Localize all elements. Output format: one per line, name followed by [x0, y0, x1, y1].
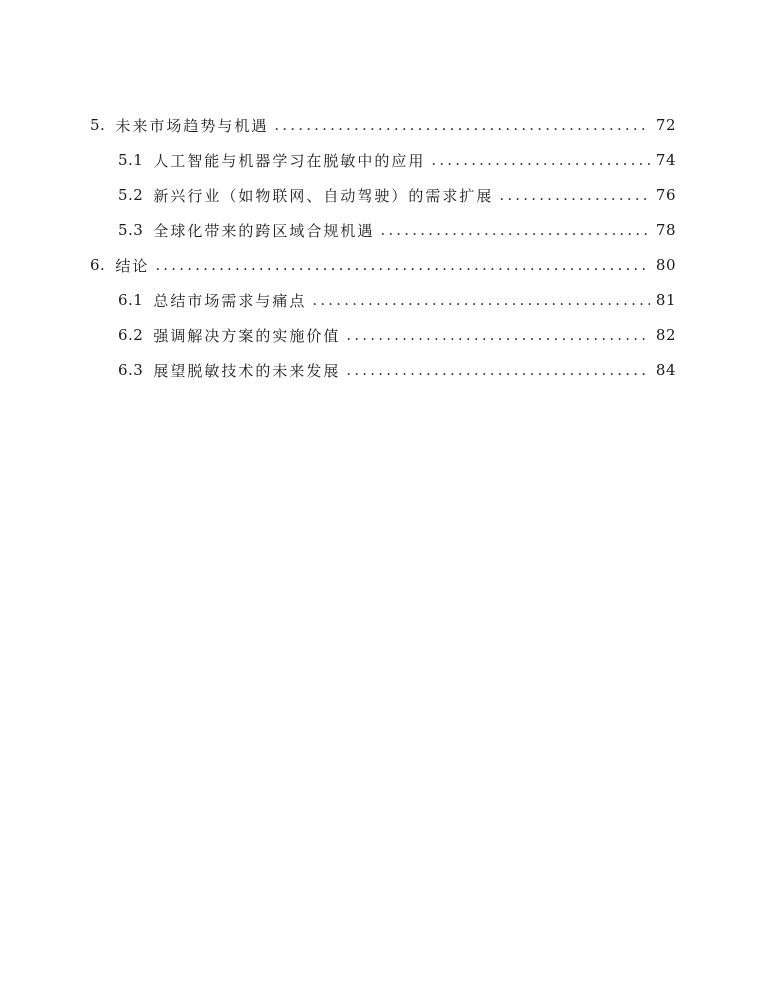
- toc-dot-leader: [346, 360, 650, 380]
- toc-entry-page: 81: [655, 291, 676, 309]
- toc-dot-leader: [499, 185, 650, 205]
- toc-entry-page: 84: [655, 361, 676, 379]
- toc-entry-number: 6.3: [118, 361, 144, 379]
- toc-dot-leader: [312, 290, 650, 310]
- toc-entry-page: 72: [655, 116, 676, 134]
- toc-entry-title: 全球化带来的跨区域合规机遇: [153, 221, 375, 240]
- toc-dot-leader: [274, 115, 650, 135]
- toc-entry-6-1[interactable]: [118, 285, 676, 315]
- toc-entry-6[interactable]: [90, 250, 676, 280]
- toc-entry-page: 74: [655, 151, 676, 169]
- toc-dot-leader: [431, 150, 650, 170]
- toc-entry-number: 5.1: [118, 151, 144, 169]
- toc-entry-title: 总结市场需求与痛点: [153, 291, 307, 310]
- toc-entry-title: 未来市场趋势与机遇: [115, 116, 269, 135]
- toc-entry-5[interactable]: [90, 110, 676, 140]
- toc-entry-page: 76: [655, 186, 676, 204]
- toc-dot-leader: [155, 255, 650, 275]
- toc-entry-5-3[interactable]: [118, 215, 676, 245]
- toc-dot-leader: [346, 325, 650, 345]
- toc-entry-number: 6.1: [118, 291, 144, 309]
- toc-entry-6-3[interactable]: [118, 355, 676, 385]
- toc-entry-number: 5.2: [118, 186, 144, 204]
- toc-entry-5-2[interactable]: [118, 180, 676, 210]
- toc-entry-title: 结论: [115, 256, 150, 275]
- toc-entry-title: 人工智能与机器学习在脱敏中的应用: [153, 151, 426, 170]
- toc-entry-5-1[interactable]: [118, 145, 676, 175]
- toc-entry-page: 80: [655, 256, 676, 274]
- toc-entry-number: 5.: [90, 116, 106, 134]
- toc-entry-number: 5.3: [118, 221, 144, 239]
- toc-entry-title: 强调解决方案的实施价值: [153, 326, 341, 345]
- toc-entry-number: 6.2: [118, 326, 144, 344]
- toc-entry-title: 展望脱敏技术的未来发展: [153, 361, 341, 380]
- toc-dot-leader: [380, 220, 650, 240]
- toc-entry-title: 新兴行业（如物联网、自动驾驶）的需求扩展: [153, 186, 494, 205]
- toc-entry-number: 6.: [90, 256, 106, 274]
- toc-entry-page: 82: [655, 326, 676, 344]
- toc-entry-6-2[interactable]: [118, 320, 676, 350]
- toc-entry-page: 78: [655, 221, 676, 239]
